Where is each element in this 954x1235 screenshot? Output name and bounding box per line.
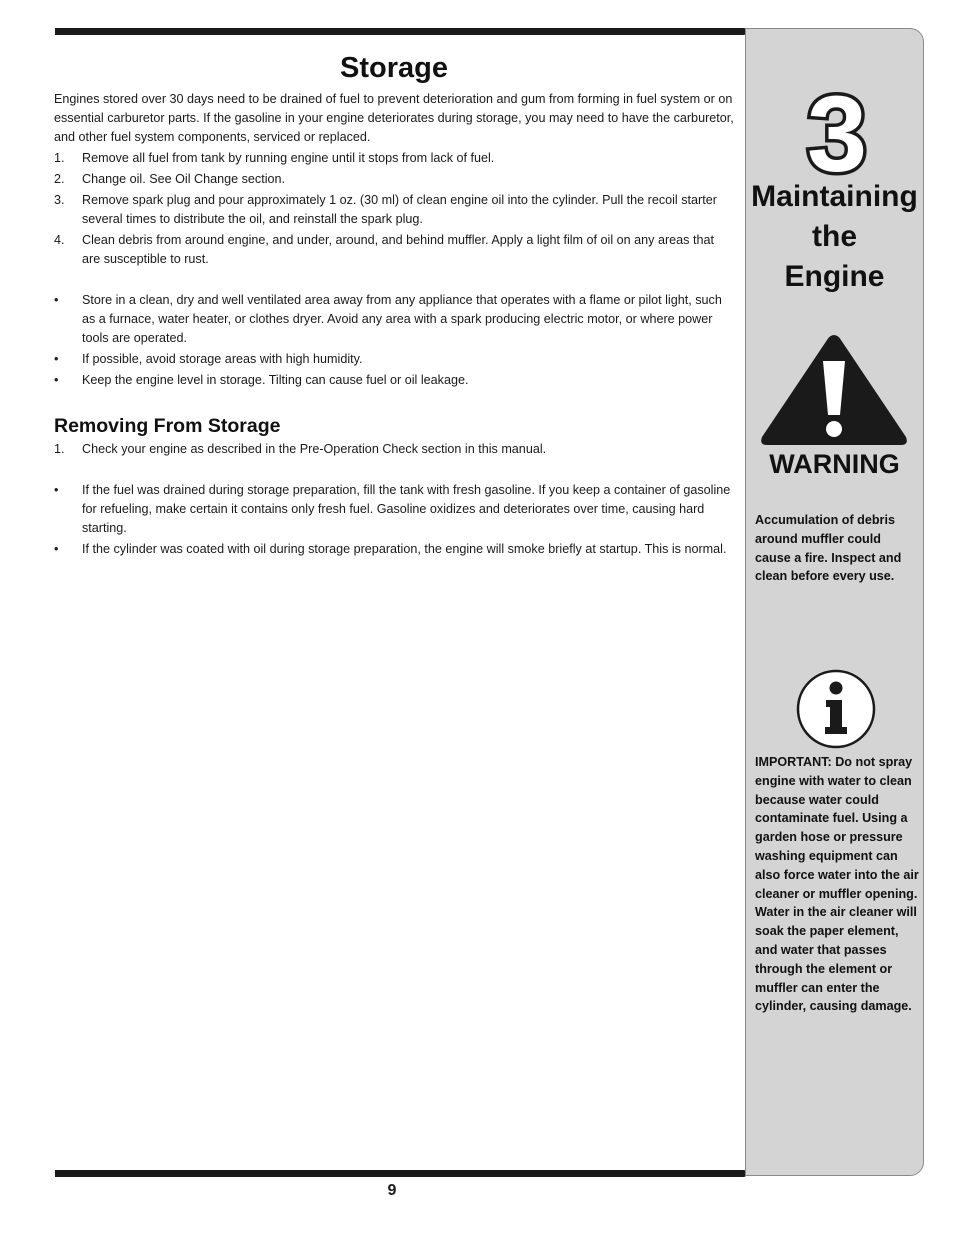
chapter-number-text: 3 [806,81,868,187]
main-content [54,50,734,561]
list-item: 4. Clean debris from around engine, and under, around, and behind muffler. Apply a light film of oil on any areas that are susceptible to rust. [54,233,714,266]
storage-intro: Engines stored over 30 days need to be drained of fuel to prevent deterioration and gum from forming in fuel system or on essential carburetor parts. If the gasoline in your engine deteriorates during storage, you may need to have the carburetor, and other fuel system components, serviced or replaced. [54,92,734,144]
chapter-title-line: Maintaining [751,180,918,213]
list-item: • If possible, avoid storage areas with high humidity. [54,352,363,366]
section-title-removing: Removing From Storage [54,415,281,437]
list-item: • Store in a clean, dry and well ventilated area away from any appliance that operates with a flame or pilot light, such as a furnace, water heater, or clothes dryer. Avoid any area with a spark producing electric motor, or where power tools are operated. [54,293,722,345]
list-item: • Keep the engine level in storage. Tilting can cause fuel or oil leakage. [54,373,469,387]
warning-triangle-icon [758,331,910,454]
storage-bullets [54,291,734,390]
list-item: 1. Check your engine as described in the Pre-Operation Check section in this manual. [54,442,547,456]
important-text: IMPORTANT: Do not spray engine with water to clean because water could contaminate fuel. Using a garden hose or pressure washing equipment can also force water into the air cleaner or muffler opening. Water in the air cleaner will soak the paper element, and water that passes through the element or muffler can enter the cylinder, causing damage. [755,755,919,1014]
warning-text: Accumulation of debris around muffler could cause a fire. Inspect and clean before every use. [755,513,902,584]
list-item: 3. Remove spark plug and pour approximately 1 oz. (30 ml) of clean engine oil into the cylinder. Pull the recoil starter several times to distribute the oil, and reinstall the spark plug. [54,193,717,226]
info-icon [796,669,876,754]
page-number: 9 [387,1182,397,1199]
storage-steps [54,149,734,269]
list-item: 2. Change oil. See Oil Change section. [54,172,286,186]
section-title-storage: Storage [340,52,448,84]
list-item: • If the cylinder was coated with oil during storage preparation, the engine will smoke briefly at startup. This is normal. [54,542,727,556]
chapter-title-line: Engine [784,260,885,293]
chapter-title [746,177,923,297]
chapter-number [746,81,923,192]
removing-steps [54,440,734,459]
chapter-title-line: the [812,220,857,253]
top-rule [55,28,747,35]
bottom-rule [55,1170,747,1177]
chapter-sidebar [745,28,924,1176]
list-item: 1. Remove all fuel from tank by running engine until it stops from lack of fuel. [54,151,495,165]
list-item: • If the fuel was drained during storage preparation, fill the tank with fresh gasoline. If you keep a container of gasoline for refueling, make certain it contains only fresh fuel. Gasoline oxidizes and deteriorates over time, causing hard starting. [54,483,731,535]
warning-label: WARNING [769,449,900,479]
removing-bullets [54,481,734,559]
